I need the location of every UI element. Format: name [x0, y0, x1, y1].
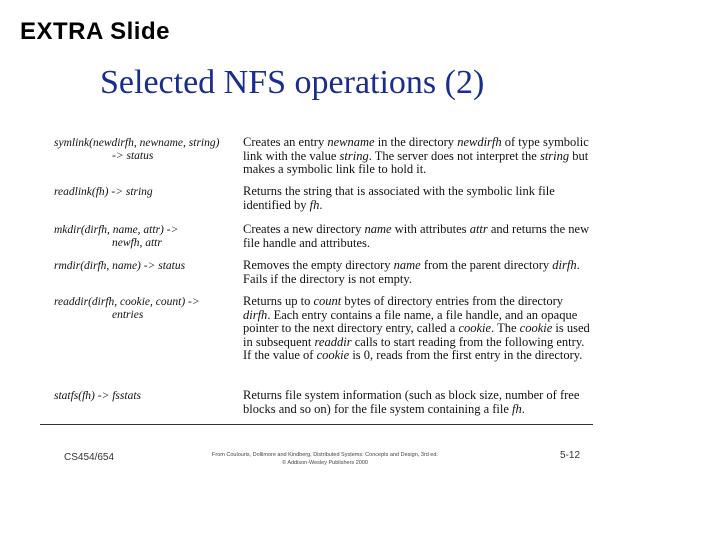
footer-credit-line: From Coulouris, Dollimore and Kindberg, Distributed Systems: Concepts and Design, 3rd ed. — [212, 452, 438, 458]
description-text: Creates an entry — [243, 135, 328, 149]
op-description — [243, 136, 593, 177]
op-description — [243, 259, 593, 286]
emphasized-term: fh — [512, 401, 522, 416]
op-description — [243, 389, 593, 416]
page-number: 5-12 — [560, 450, 581, 461]
emphasized-term: string — [539, 148, 570, 163]
emphasized-term: dirfh — [552, 258, 577, 272]
slide-title: Selected NFS operations (2) — [100, 64, 485, 101]
op-signature — [54, 260, 239, 273]
emphasized-term: dirfh — [243, 307, 268, 322]
op-description — [243, 185, 593, 212]
emphasized-term: name — [364, 222, 392, 236]
op-signature-text: readdir(dirfh, cookie, count) -> — [54, 296, 200, 308]
description-text: Returns the string that is associated with the symbolic link file identified by — [243, 184, 555, 212]
description-text: . — [521, 401, 525, 416]
op-signature-cont: entries — [112, 309, 144, 321]
footer-divider — [40, 424, 593, 425]
description-text: and returns the new file handle and attributes. — [243, 222, 590, 250]
op-signature-text: mkdir(dirfh, name, attr) -> — [54, 224, 179, 236]
footer-credit-line: © Addison-Wesley Publishers 2000 — [282, 460, 368, 466]
op-signature-text: readlink(fh) -> string — [54, 186, 153, 198]
op-signature-text: rmdir(dirfh, name) -> status — [54, 260, 186, 272]
op-signature — [54, 296, 239, 322]
emphasized-term: name — [393, 258, 421, 272]
footer-course: CS454/654 — [64, 452, 115, 463]
description-text: . The — [491, 321, 520, 335]
description-text: . Each entry contains a file name, a file handle, and an opaque pointer to the next directory entry, called a — [243, 307, 578, 335]
emphasized-term: cookie — [316, 348, 350, 362]
emphasized-term: newname — [327, 135, 375, 149]
description-text: Creates a new directory — [243, 222, 365, 236]
description-text: of type symbolic link with the value — [243, 135, 589, 163]
description-text: . — [319, 197, 323, 212]
description-text: . The server does not interpret the — [368, 148, 540, 163]
emphasized-term: cookie — [458, 321, 492, 335]
description-text: Returns file system information (such as block size, number of free blocks and so on) for the file system containing a file — [243, 388, 580, 416]
footer-credit — [190, 451, 460, 467]
op-signature-text: symlink(newdirfh, newname, string) — [54, 137, 220, 149]
op-signature — [54, 137, 239, 163]
emphasized-term: string — [339, 148, 369, 163]
description-text: with attributes — [391, 222, 470, 236]
op-signature-cont: -> status — [112, 150, 154, 162]
description-text: Returns up to — [243, 294, 314, 308]
op-signature-cont: newfh, attr — [112, 237, 162, 249]
description-text: from the parent directory — [420, 258, 553, 272]
description-text: in the directory — [374, 135, 458, 149]
description-text: . Fails if the directory is not empty. — [243, 258, 580, 286]
op-signature — [54, 186, 239, 199]
extra-slide-label: EXTRA Slide — [20, 18, 170, 45]
op-signature — [54, 390, 239, 403]
op-signature — [54, 224, 239, 250]
description-text: is used in subsequent — [243, 321, 590, 349]
emphasized-term: attr — [469, 222, 488, 236]
description-text: is 0, reads from the first entry in the directory. — [349, 348, 583, 362]
op-signature-text: statfs(fh) -> fsstats — [54, 390, 141, 402]
emphasized-term: newdirfh — [457, 135, 502, 149]
emphasized-term: readdir — [314, 334, 352, 349]
op-description — [243, 295, 593, 363]
emphasized-term: count — [313, 294, 342, 308]
emphasized-term: cookie — [519, 321, 553, 335]
description-text: bytes of directory entries from the directory — [341, 294, 564, 308]
description-text: Removes the empty directory — [243, 258, 394, 272]
op-description — [243, 223, 593, 250]
emphasized-term: fh — [309, 197, 320, 212]
description-text: but makes a symbolic link file to hold it. — [243, 148, 589, 176]
description-text: calls to start reading from the following entry. If the value of — [243, 334, 585, 362]
